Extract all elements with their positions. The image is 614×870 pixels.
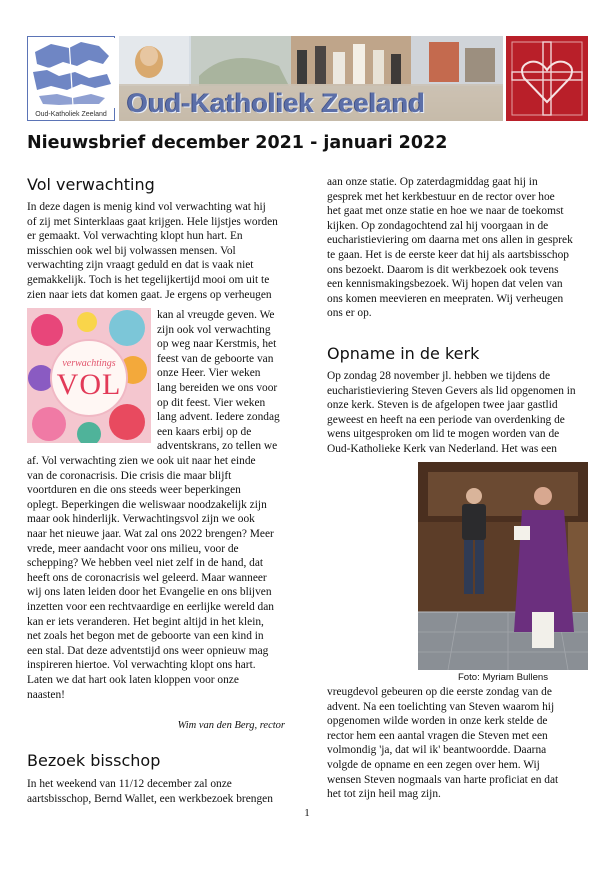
text-line: schepping? We hebben veel niet zelf in de hand, dat xyxy=(27,557,264,570)
text-line: adventskrans, zo tellen we xyxy=(157,440,278,453)
signature: Wim van den Berg, rector xyxy=(177,720,285,731)
logo-oud-katholiek-zeeland xyxy=(27,36,115,121)
text-line: naar het nieuwe jaar. Wat zal ons 2022 brengen? Meer xyxy=(27,527,274,540)
text-line: ons bezoekt. Daarom is dit werkbezoek ook tevens xyxy=(327,263,559,276)
text-line: lang advent. Iedere zondag xyxy=(157,411,280,424)
heart-cross-icon xyxy=(506,36,588,121)
text-line: kan al vreugde geven. We xyxy=(157,309,275,321)
text-line: wij ons laten leiden door het Evangelie en ons blijven xyxy=(27,586,272,599)
church-photo xyxy=(418,462,588,670)
heart-cross-logo xyxy=(506,36,588,121)
vol-verwachting-wrap xyxy=(157,308,285,454)
text-line: volmondig 'ja, dat wil ik' beantwoordde. Daarna xyxy=(327,744,547,757)
text-line: inzetten voor een rechtvaardige en eerlijke wereld dan xyxy=(27,600,274,613)
text-line: Laten we dat hart ook laten kloppen voor onze xyxy=(27,673,239,686)
text-line: zijn ook vol verwachting xyxy=(157,323,271,336)
text-line: eucharistieviering Steven Gevers als lid opgenomen in xyxy=(327,384,576,397)
logo-caption: Oud-Katholiek Zeeland xyxy=(35,111,107,118)
text-line: van de coronacrisis. Die crisis die maar blijft xyxy=(27,469,232,482)
text-line: misschien ook wel bij volwassen mensen. Vol xyxy=(27,244,236,257)
text-line: het gaat met onze statie en hoe we naar de toekomst xyxy=(327,205,564,218)
text-line: heeft ons de coronacrisis wel geleerd. Maar wanneer xyxy=(27,571,267,584)
text-line: een stal. Dat deze adventstijd ons weer opnieuw mag xyxy=(27,644,269,657)
text-line: eucharistieviering om daarna met ons allen in gesprek xyxy=(327,234,573,247)
vol-verwachtings-image xyxy=(27,308,151,443)
text-line: kan er iets veranderen. Het begint altijd in het klein, xyxy=(27,615,264,628)
text-line: verwachting zijn vraagt geduld en dat is vaak niet xyxy=(27,259,254,272)
text-line: of zij met Sinterklaas gaat krijgen. Hele lijstjes worden xyxy=(27,215,278,228)
text-line: wensen Steven nogmaals van harte proficiat en dat xyxy=(327,773,559,786)
text-line: op dit feest. Vier weken xyxy=(157,396,266,409)
bezoek-bisschop-intro xyxy=(27,777,285,806)
opname-intro xyxy=(327,369,588,457)
vol-verwachting-intro xyxy=(27,200,285,302)
bezoek-bisschop-continued xyxy=(327,175,588,321)
text-line: naasten! xyxy=(27,688,65,701)
text-line: geweest en heeft na een periode van overdenking de xyxy=(327,413,565,426)
text-line: het tot zijn heil mag zijn. xyxy=(327,788,441,801)
text-line: onze kerk. Steven is de afgelopen twee jaar gastlid xyxy=(327,399,558,412)
text-line: inspireren hiertoe. Vol verwachting klopt ons hart. xyxy=(27,659,256,672)
text-line: wens uitgesproken om lid te mogen worden van de xyxy=(327,428,560,441)
text-line: gemakkelijk. Toch is het tegelijkertijd mooi om uit te xyxy=(27,273,270,286)
text-line: maar ook hinderlijk. Verwachtingsvol zijn we ook xyxy=(27,513,255,526)
text-line: vrede, meer aandacht voor ons milieu, voor de xyxy=(27,542,239,555)
zeeland-map-icon xyxy=(29,38,115,108)
banner-title: Oud-Katholiek Zeeland xyxy=(127,88,426,118)
text-line: volgde de opname en een zegen over hem. Wij xyxy=(327,758,540,771)
heading-opname-in-de-kerk: Opname in de kerk xyxy=(327,344,480,363)
photo-caption: Foto: Myriam Bullens xyxy=(457,672,549,683)
text-line: ons komen meevieren en meepraten. Wij verheugen xyxy=(327,292,564,305)
text-line: voortduren en die ons steeds weer beperkingen xyxy=(27,484,241,497)
text-line: aartsbisschop, Bernd Wallet, een werkbezoek brengen xyxy=(27,792,273,805)
text-line: Op zondag 28 november jl. hebben we tijdens de xyxy=(327,370,551,382)
image-text-small: verwachtings xyxy=(62,358,116,369)
text-line: kijken. Op zondagochtend zal hij voorgaan in de xyxy=(327,219,549,232)
heading-vol-verwachting: Vol verwachting xyxy=(27,175,155,194)
opname-body xyxy=(327,685,588,802)
text-line: opgenomen wilde worden in onze kerk stelde de xyxy=(327,715,548,728)
ceremony-photo xyxy=(418,462,588,670)
text-line: Oud-Katholieke Kerk van Nederland. Het was een xyxy=(327,442,557,455)
text-line: In deze dagen is menig kind vol verwachting wat hij xyxy=(27,201,266,213)
text-line: aan onze statie. Op zaterdagmiddag gaat hij in xyxy=(327,176,538,188)
text-line: onze Heer. Vier weken xyxy=(157,367,261,380)
vol-verwachting-body xyxy=(27,454,285,702)
text-line: rector hem een aantal vragen die Steven met een xyxy=(327,729,548,742)
text-line: net zoals het begon met de geboorte van een kind in xyxy=(27,630,264,643)
text-line: een kaars erbij op de xyxy=(157,425,252,438)
text-line: vreugdevol gebeuren op die eerste zondag van de xyxy=(327,686,552,698)
page-number: 1 xyxy=(304,807,310,819)
text-line: oplegt. Beperkingen die weliswaar noodzakelijk zijn xyxy=(27,498,267,511)
image-text-large: VOL xyxy=(56,368,122,401)
text-line: lang bereiden we ons voor xyxy=(157,381,278,394)
text-line: een kennismakingsbezoek. Wij hopen dat velen van xyxy=(327,278,563,291)
text-line: advent. Na een toelichting van Steven waarom hij xyxy=(327,700,555,713)
text-line: te gaan. Het is de eerste keer dat hij als aartsbisschop xyxy=(327,248,569,261)
heading-bezoek-bisschop: Bezoek bisschop xyxy=(27,751,161,770)
text-line: feest van de geboorte van xyxy=(157,352,274,365)
text-line: af. Vol verwachting zien we ook uit naar het einde xyxy=(27,455,256,467)
text-line: ons er op. xyxy=(327,307,372,320)
text-line: op weg naar Kerstmis, het xyxy=(157,338,277,351)
text-line: er gemaakt. Vol verwachting klopt hun hart. En xyxy=(27,230,243,243)
text-line: gesprek met het kerkbestuur en de rector over hoe xyxy=(327,190,555,203)
text-line: zien naar iets dat komen gaat. Je ergens op verheugen xyxy=(27,288,272,301)
newsletter-title: Nieuwsbrief december 2021 - januari 2022 xyxy=(27,133,448,153)
header-banner xyxy=(119,36,503,121)
text-line: In het weekend van 11/12 december zal onze xyxy=(27,778,232,790)
